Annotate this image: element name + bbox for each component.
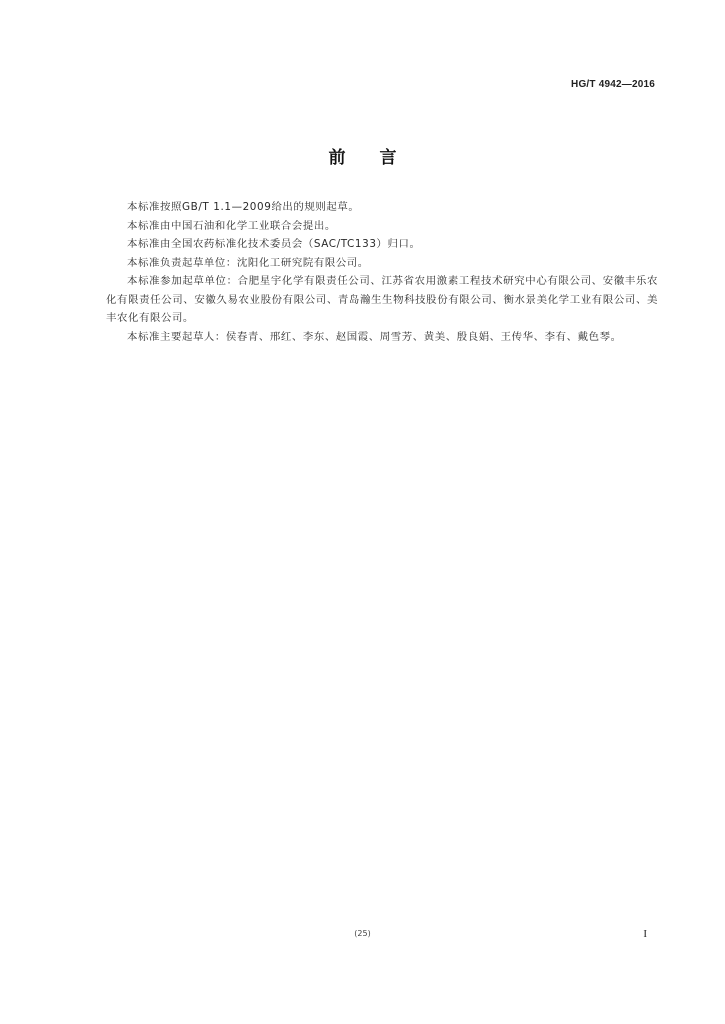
standard-code: HG/T 4942—2016 — [571, 79, 655, 90]
page-number: (25) — [354, 929, 371, 938]
paragraph-proposed-by: 本标准由中国石油和化学工业联合会提出。 — [127, 219, 336, 232]
paragraph-under-jurisdiction: 本标准由全国农药标准化技术委员会（SAC/TC133）归口。 — [127, 238, 421, 250]
paragraph-drafting-rules: 本标准按照GB/T 1.1—2009给出的规则起草。 — [127, 201, 360, 213]
foreword-body — [106, 198, 658, 346]
paragraph-responsible-drafter: 本标准负责起草单位：沈阳化工研究院有限公司。 — [127, 256, 369, 269]
roman-page-numeral: I — [643, 928, 647, 940]
paragraph-participating-drafters: 本标准参加起草单位：合肥星宇化学有限责任公司、江苏省农用激素工程技术研究中心有限公司、安徽丰乐农化有限责任公司、安徽久易农业股份有限公司、青岛瀚生生物科技股份有限公司、衡水景美化学工业有限公司、美丰农化有限公司。 — [106, 275, 658, 324]
page-title: 前言 — [328, 148, 431, 168]
paragraph-main-drafters: 本标准主要起草人：侯春青、邢红、李东、赵国霞、周雪芳、黄美、殷良娟、王传华、李有、戴色琴。 — [127, 330, 622, 343]
